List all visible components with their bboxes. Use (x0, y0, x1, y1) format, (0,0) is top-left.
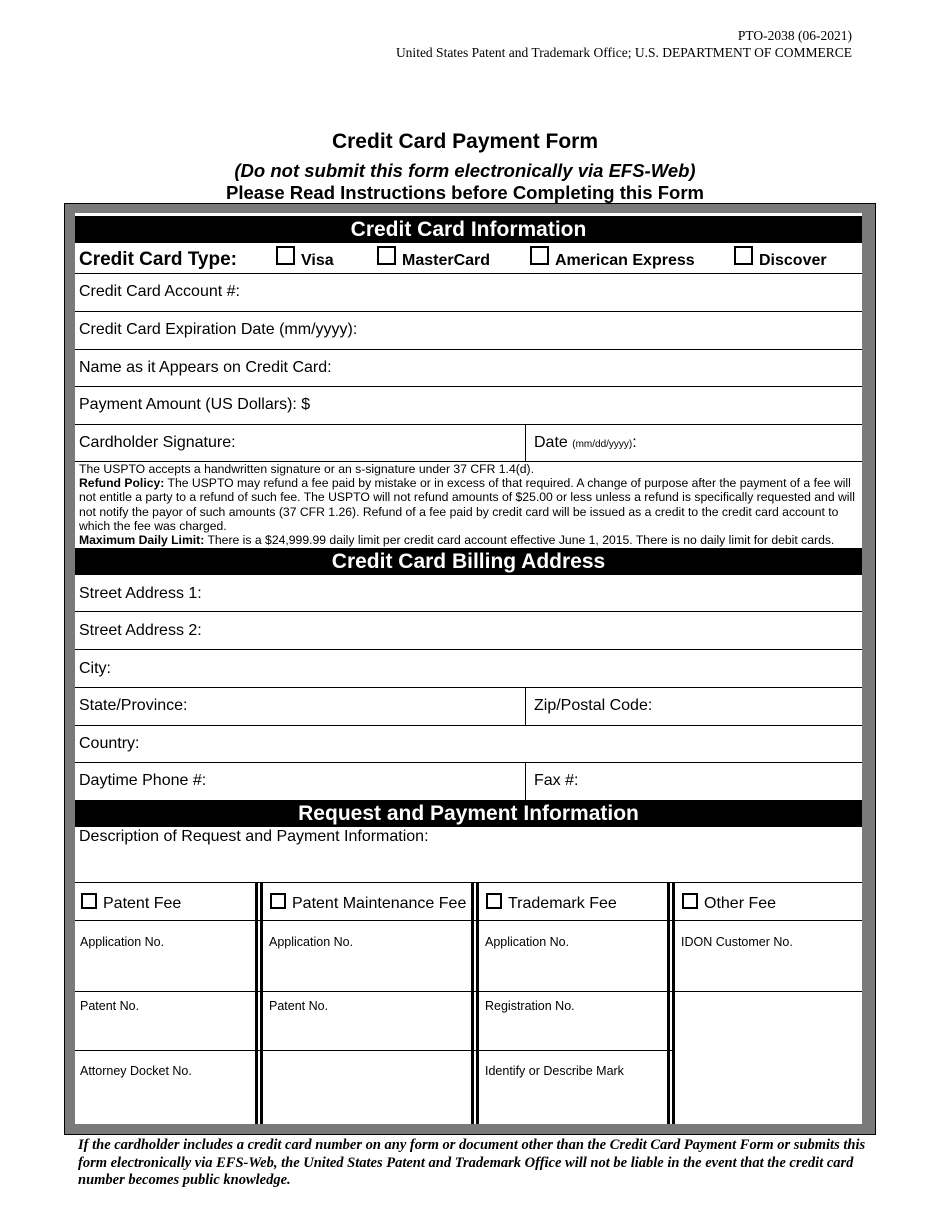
date-label: Date (534, 434, 568, 451)
form-number: PTO-2038 (06-2021) (737, 28, 852, 43)
signature-date-field[interactable] (534, 434, 637, 452)
account-number-field[interactable]: Credit Card Account #: (79, 283, 240, 300)
card-type-discover[interactable] (734, 246, 827, 270)
divider (75, 882, 862, 883)
policy-notice (79, 462, 861, 547)
divider (75, 920, 862, 921)
card-type-mastercard[interactable] (377, 246, 490, 270)
patent-fee-label: Patent Fee (103, 895, 182, 912)
street-address-2-field[interactable]: Street Address 2: (79, 622, 202, 639)
description-field[interactable]: Description of Request and Payment Information: (79, 828, 429, 845)
maintenance-patent-no-field[interactable]: Patent No. (269, 999, 329, 1013)
payment-amount-field[interactable]: Payment Amount (US Dollars): $ (79, 396, 311, 413)
form-body (75, 213, 862, 1124)
country-field[interactable]: Country: (79, 735, 140, 752)
expiration-date-field[interactable]: Credit Card Expiration Date (mm/yyyy): (79, 321, 358, 338)
page-instruction: Please Read Instructions before Completing this Form (225, 182, 704, 203)
maintenance-fee-option[interactable] (270, 893, 466, 913)
phone-field[interactable]: Daytime Phone #: (79, 772, 207, 789)
mastercard-label: MasterCard (402, 252, 491, 269)
patent-application-no-field[interactable]: Application No. (80, 935, 165, 949)
maintenance-application-no-field[interactable]: Application No. (269, 935, 354, 949)
section-header-billing: Credit Card Billing Address (75, 548, 862, 575)
divider (525, 424, 526, 461)
form-header (396, 27, 852, 61)
divider (75, 273, 862, 274)
divider (75, 687, 862, 688)
divider (525, 687, 526, 725)
cardholder-name-field[interactable]: Name as it Appears on Credit Card: (79, 359, 332, 376)
maintenance-fee-checkbox[interactable] (270, 893, 286, 909)
patent-fee-checkbox[interactable] (81, 893, 97, 909)
amex-label: American Express (555, 252, 695, 269)
page-title: Credit Card Payment Form (331, 130, 599, 153)
trademark-application-no-field[interactable]: Application No. (485, 935, 570, 949)
signature-field[interactable]: Cardholder Signature: (79, 434, 236, 451)
card-type-visa[interactable] (276, 246, 334, 270)
agency-name: United States Patent and Trademark Office; U.S. DEPARTMENT OF COMMERCE (395, 45, 852, 60)
divider (75, 762, 862, 763)
signature-notice: The USPTO accepts a handwritten signature or an s-signature under 37 CFR 1.4(d). (79, 462, 535, 476)
divider (75, 349, 862, 350)
divider (75, 386, 862, 387)
date-format-hint: (mm/dd/yyyy) (572, 439, 633, 450)
street-address-1-field[interactable]: Street Address 1: (79, 585, 202, 602)
visa-checkbox[interactable] (276, 246, 295, 265)
divider (75, 611, 862, 612)
discover-checkbox[interactable] (734, 246, 753, 265)
divider (75, 725, 862, 726)
date-colon: : (632, 434, 637, 451)
other-fee-checkbox[interactable] (682, 893, 698, 909)
state-field[interactable]: State/Province: (79, 697, 188, 714)
page-subtitle: (Do not submit this form electronically via EFS-Web) (234, 160, 696, 181)
mastercard-checkbox[interactable] (377, 246, 396, 265)
trademark-fee-label: Trademark Fee (508, 895, 617, 912)
patent-no-field[interactable]: Patent No. (80, 999, 140, 1013)
section-header-request: Request and Payment Information (75, 800, 862, 827)
attorney-docket-no-field[interactable]: Attorney Docket No. (80, 1064, 192, 1078)
card-type-amex[interactable] (530, 246, 695, 270)
divider (525, 762, 526, 800)
divider (75, 1050, 673, 1051)
trademark-fee-option[interactable] (486, 893, 617, 913)
trademark-fee-checkbox[interactable] (486, 893, 502, 909)
amex-checkbox[interactable] (530, 246, 549, 265)
zip-field[interactable]: Zip/Postal Code: (534, 697, 653, 714)
section-header-card-info: Credit Card Information (75, 216, 862, 243)
other-fee-option[interactable] (682, 893, 776, 913)
card-type-label: Credit Card Type: (79, 249, 238, 270)
refund-policy-title: Refund Policy: (79, 476, 165, 491)
trademark-registration-no-field[interactable]: Registration No. (485, 999, 575, 1013)
visa-label: Visa (301, 252, 334, 269)
refund-policy-text: The USPTO may refund a fee paid by mistake or in excess of that required. A change of purpose after the payment of a fee will not entitle a party to a refund of such fee. The USPTO will not refund amounts of $25.00 or less unless a refund is specifically requested and will not notify the payor of such amounts (37 CFR 1.26). Refund of a fee paid by credit card will be issued as a credit to the credit card account to which the fee was charged. (79, 476, 855, 533)
daily-limit-title: Maximum Daily Limit: (79, 533, 205, 548)
daily-limit-text: There is a $24,999.99 daily limit per credit card account effective June 1, 2015. There is no daily limit for debit cards. (204, 533, 835, 548)
liability-disclaimer: If the cardholder includes a credit card number on any form or document other than the Credit Card Payment Form or submits this form electronically via EFS-Web, the United States Patent and Trademark Office will not be liable in the event that the credit card number becomes public knowledge. (78, 1137, 866, 1188)
divider (75, 649, 862, 650)
divider (75, 424, 862, 425)
patent-fee-option[interactable] (81, 893, 181, 913)
other-fee-label: Other Fee (704, 895, 777, 912)
divider (75, 311, 862, 312)
idon-customer-no-field[interactable]: IDON Customer No. (681, 935, 793, 949)
maintenance-fee-label: Patent Maintenance Fee (292, 895, 467, 912)
divider (75, 991, 862, 992)
describe-mark-field[interactable]: Identify or Describe Mark (485, 1064, 624, 1078)
discover-label: Discover (759, 252, 827, 269)
fax-field[interactable]: Fax #: (534, 772, 579, 789)
city-field[interactable]: City: (79, 660, 111, 677)
